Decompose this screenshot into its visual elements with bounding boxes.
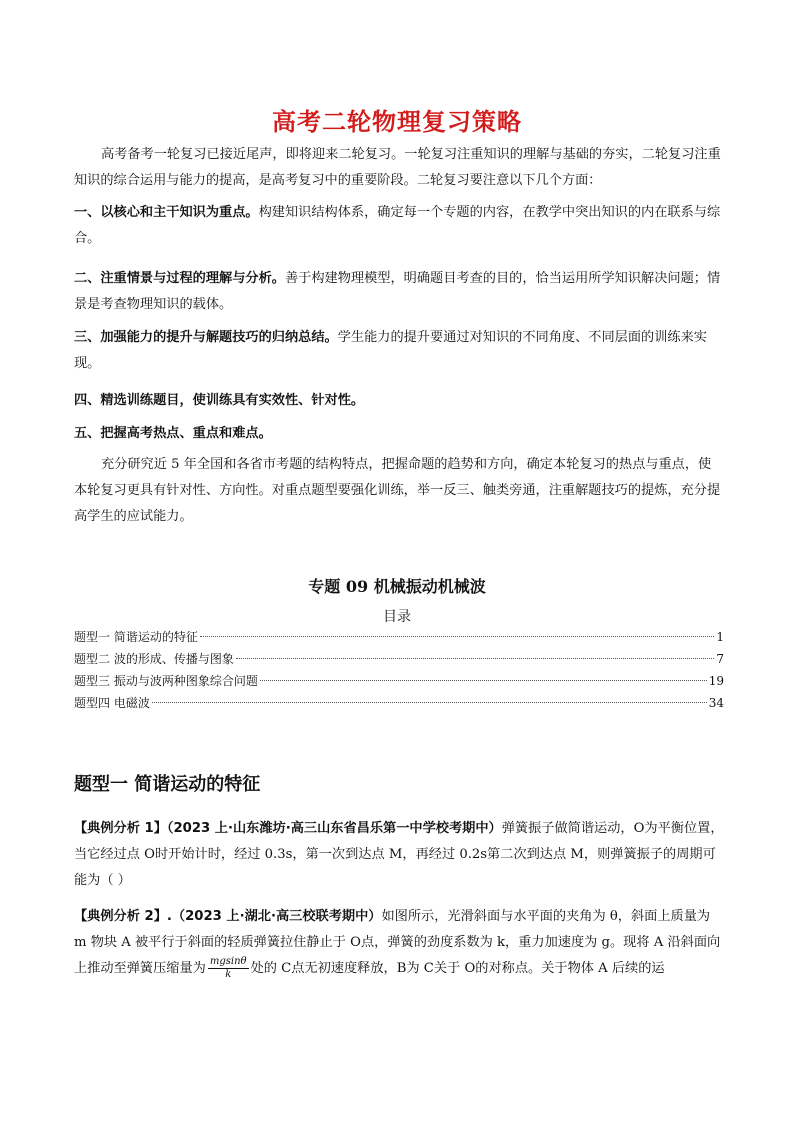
toc-leader — [236, 658, 715, 659]
toc-entry-page: 34 — [708, 696, 724, 710]
toc-entry-page: 7 — [716, 652, 724, 666]
toc-entry-page: 1 — [716, 630, 724, 644]
toc-entry[interactable] — [74, 626, 724, 648]
fraction-formula — [208, 956, 249, 981]
conclusion-paragraph: 充分研究近 5 年全国和各省市考题的结构特点，把握命题的趋势和方向，确定本轮复习的热点与重点，使本轮复习更具有针对性、方向性。对重点题型要强化训练，举一反三、触类旁通，注重解题技巧的提炼，充分提高学生的应试能力。 — [74, 457, 721, 524]
toc-entry-label: 题型一 简谐运动的特征 — [74, 630, 198, 644]
example-2-text-a: 如图所示，光滑斜面与水平面的夹角为 θ，斜面上质量为 m 物块 A 被平行于斜面的轻质弹簧拉住静止于 O点，弹簧的劲度系数为 k，重力加速度为 g。现将 A 沿斜面向上推动至弹簧压缩量为 — [74, 909, 721, 976]
point-4-bold: 四、精选训练题目，使训练具有实效性、针对性。 — [74, 393, 365, 408]
point-1-text: 构建知识结构体系，确定每一个专题的内容，在教学中突出知识的内在联系与综合。 — [74, 205, 721, 246]
toc-entry-label: 题型二 波的形成、传播与图象 — [74, 652, 234, 666]
toc-leader — [260, 680, 707, 681]
point-3 — [74, 325, 724, 377]
toc-title: 目录 — [383, 609, 411, 625]
toc-entry[interactable] — [74, 648, 724, 670]
toc-leader — [200, 636, 715, 637]
point-5-bold: 五、把握高考热点、重点和难点。 — [74, 426, 272, 441]
point-5 — [74, 421, 724, 447]
example-1-tag: 【典例分析 1】 — [74, 821, 167, 836]
toc-entry[interactable] — [74, 670, 724, 692]
example-2-tag: 【典例分析 2】. — [74, 909, 172, 924]
toc-entry-page: 19 — [708, 674, 724, 688]
fraction-denominator: k — [225, 969, 232, 980]
fraction-numerator: mgsinθ — [209, 956, 247, 967]
point-2-bold: 二、注重情景与过程的理解与分析。 — [74, 271, 285, 286]
topic-title: 专题 09 机械振动机械波 — [308, 577, 486, 596]
example-2-source: （2023 上·湖北·高三校联考期中） — [171, 909, 382, 924]
example-2-text-b: 处的 C点无初速度释放，B为 C关于 O的对称点。关于物体 A 后续的运 — [250, 961, 665, 976]
point-3-text: 学生能力的提升要通过对知识的不同角度、不同层面的训练来实现。 — [74, 330, 707, 371]
point-1 — [74, 200, 724, 252]
section-heading: 题型一 简谐运动的特征 — [74, 774, 261, 795]
toc-entry-label: 题型三 振动与波两种图象综合问题 — [74, 674, 258, 688]
toc-leader — [152, 702, 707, 703]
point-2-text: 善于构建物理模型，明确题目考查的目的，恰当运用所学知识解决问题；情景是考查物理知识的载体。 — [74, 271, 721, 312]
toc-entry-label: 题型四 电磁波 — [74, 696, 150, 710]
table-of-contents — [74, 626, 724, 714]
page-title: 高考二轮物理复习策略 — [272, 108, 522, 136]
point-3-bold: 三、加强能力的提升与解题技巧的归纳总结。 — [74, 330, 338, 345]
point-1-bold: 一、以核心和主干知识为重点。 — [74, 205, 259, 220]
example-1 — [74, 816, 724, 894]
toc-entry[interactable] — [74, 692, 724, 714]
example-1-text: 弹簧振子做简谐运动，O为平衡位置，当它经过点 O时开始计时，经过 0.3s，第一次到达点 M，再经过 0.2s第二次到达点 M，则弹簧振子的周期可能为（ ） — [74, 821, 724, 888]
point-2 — [74, 266, 724, 318]
example-1-source: （2023 上·山东潍坊·高三山东省昌乐第一中学校考期中） — [166, 821, 502, 836]
intro-paragraph: 高考备考一轮复习已接近尾声，即将迎来二轮复习。一轮复习注重知识的理解与基础的夯实，二轮复习注重知识的综合运用与能力的提高，是高考复习中的重要阶段。二轮复习要注意以下几个方面： — [74, 147, 721, 188]
point-4 — [74, 388, 724, 414]
example-2 — [74, 904, 724, 982]
